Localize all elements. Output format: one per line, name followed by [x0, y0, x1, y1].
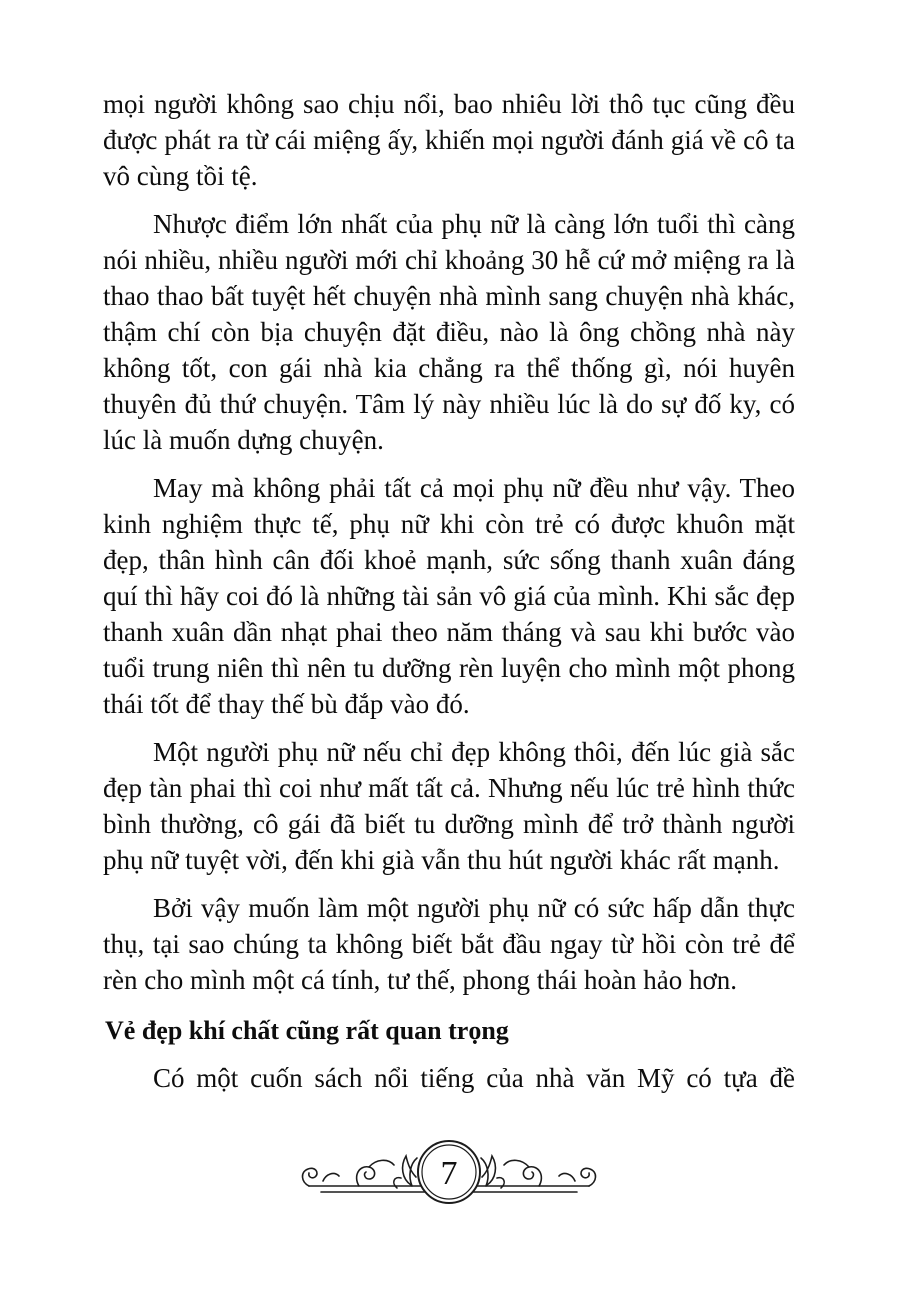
body-paragraph: May mà không phải tất cả mọi phụ nữ đều như vậy. Theo kinh nghiệm thực tế, phụ nữ khi còn trẻ có được khuôn mặt đẹp, thân hình cân đối khoẻ mạnh, sức sống thanh xuân đáng quí thì hãy coi đó là những tài sản vô giá của mình. Khi sắc đẹp thanh xuân dần nhạt phai theo năm tháng và sau khi bước vào tuổi trung niên thì nên tu dưỡng rèn luyện cho mình một phong thái tốt để thay thế bù đắp vào đó.: [103, 473, 795, 719]
body-paragraph: Có một cuốn sách nổi tiếng của nhà văn Mỹ có tựa đề: [153, 1063, 795, 1093]
divider-flourish-icon: [299, 1136, 599, 1214]
page-footer-ornament: [0, 1136, 897, 1214]
body-paragraph: mọi người không sao chịu nổi, bao nhiêu lời thô tục cũng đều được phát ra từ cái miệng ấy, khiến mọi người đánh giá về cô ta vô cùng tồi tệ.: [103, 89, 795, 191]
body-paragraph: Bởi vậy muốn làm một người phụ nữ có sức hấp dẫn thực thụ, tại sao chúng ta không biết bắt đầu ngay từ hồi còn trẻ để rèn cho mình một cá tính, tư thế, phong thái hoàn hảo hơn.: [103, 893, 795, 995]
body-paragraph: Nhược điểm lớn nhất của phụ nữ là càng lớn tuổi thì càng nói nhiều, nhiều người mới chỉ khoảng 30 hễ cứ mở miệng ra là thao thao bất tuyệt hết chuyện nhà mình sang chuyện nhà khác, thậm chí còn bịa chuyện đặt điều, nào là ông chồng nhà này không tốt, con gái nhà kia chẳng ra thể thống gì, nói huyên thuyên đủ thứ chuyện. Tâm lý này nhiều lúc là do sự đố ky, có lúc là muốn dựng chuyện.: [103, 209, 795, 455]
page-number: 7: [440, 1155, 457, 1192]
body-paragraph: Một người phụ nữ nếu chỉ đẹp không thôi, đến lúc già sắc đẹp tàn phai thì coi như mất tất cả. Nhưng nếu lúc trẻ hình thức bình thường, cô gái đã biết tu dưỡng mình để trở thành người phụ nữ tuyệt vời, đến khi già vẫn thu hút người khác rất mạnh.: [103, 737, 795, 875]
page-content: [103, 86, 795, 1096]
section-heading: Vẻ đẹp khí chất cũng rất quan trọng: [105, 1016, 509, 1045]
